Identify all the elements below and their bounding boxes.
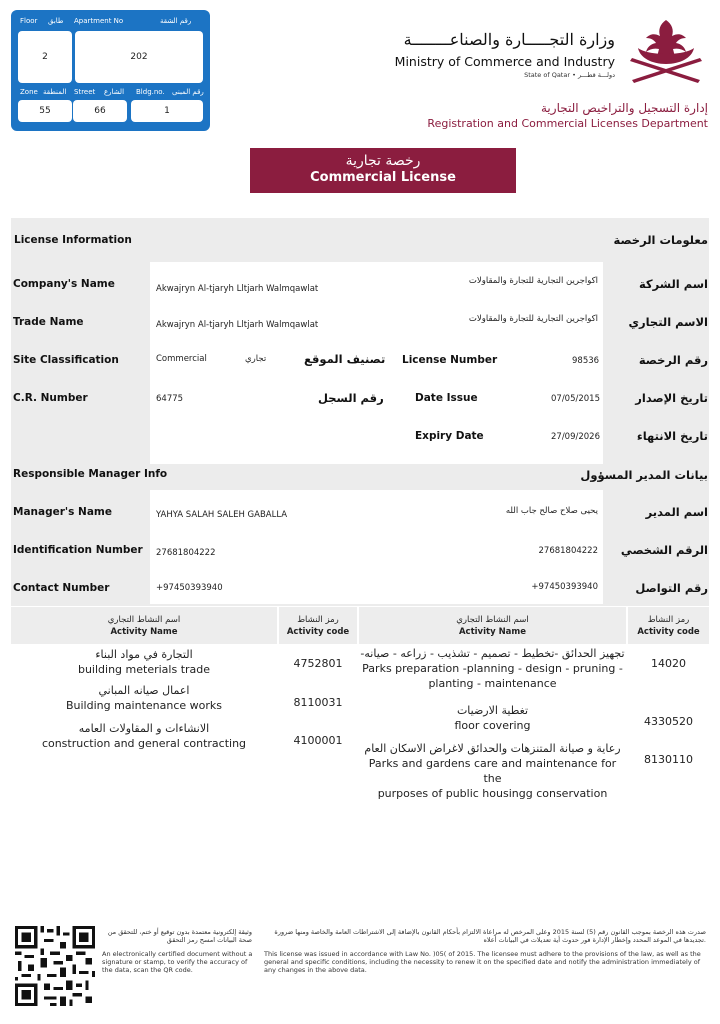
license-number-label: License Number (402, 354, 498, 366)
expiry-date-label-ar: تاريخ الانتهاء (636, 429, 708, 443)
footer-qr-note-ar: وثيقة إلكترونية معتمدة بدون توقيع أو ختم، للتحقق من صحة البيانات امسح رمز التحقق (107, 928, 252, 944)
trade-name-value-ar: اكواجرين التجارية للتجارة والمقاولات (468, 314, 598, 324)
title-en: Commercial License (310, 170, 456, 185)
cr-number-value: 64775 (156, 394, 184, 404)
floor-label: Floor (20, 17, 38, 25)
activity-code: 4330520 (644, 715, 693, 728)
activity-row (359, 646, 626, 691)
site-classification-label: Site Classification (13, 354, 119, 366)
footer-legal-note-en: This license was issued in accordance with Law No. )05( of 2015. The licensee must adhere to the provisions of the law, as well as the general and specific conditions, including the necessity to renew it on the specified date and notify the administration immediately of any changes in the above data. (264, 950, 701, 974)
activity-name-en-cont: planting - maintenance (428, 677, 557, 690)
site-classification-value-ar: تجاري (245, 354, 267, 364)
activity-code: 8130110 (644, 753, 693, 766)
identification-number-value-ar: 27681804222 (538, 546, 598, 556)
license-number-label-ar: رقم الرخصة (638, 353, 708, 367)
activity-code: 14020 (651, 657, 686, 670)
activity-name-header-left (11, 614, 277, 638)
expiry-date-value: 27/09/2026 (551, 432, 600, 442)
activity-name-ar: اعمال صيانه المباني (98, 684, 190, 697)
date-issue-label-ar: تاريخ الإصدار (635, 391, 708, 405)
activity-row (11, 683, 277, 713)
license-info-heading-ar: معلومات الرخصة (613, 233, 708, 247)
activity-name-header-ar: اسم النشاط التجاري (107, 615, 181, 625)
license-number-value: 98536 (572, 356, 600, 366)
activity-code: 4100001 (293, 734, 343, 747)
activity-name-en: Parks and gardens care and maintenance for the (368, 757, 617, 785)
expiry-date-label: Expiry Date (415, 430, 484, 442)
activity-row (359, 703, 626, 733)
street-label: Street (74, 88, 96, 96)
company-name-label-ar: اسم الشركة (638, 277, 708, 291)
contact-number-label-ar: رقم التواصل (635, 581, 708, 595)
apartment-value: 202 (75, 31, 203, 83)
activity-name-en-cont: purposes of public housingg conservation (377, 787, 608, 800)
footer-legal-note-ar: صدرت هذه الرخصة بموجب القانون رقم (5) لسنة 2015 وعلى المرخص له مراعاة الالتزام بأحكام القانون بالإضافة إلى الاشتراطات العامة والخاصة ومنها ضرورة تجديدها في الموعد المحدد وإخطار الإدارة فور حدوث أية تعديلات في البيانات أعلاه. (274, 928, 706, 944)
manager-info-heading: Responsible Manager Info (13, 468, 168, 480)
activity-row (11, 721, 277, 751)
site-classification-value: Commercial (156, 354, 207, 364)
building-label-ar: رقم المبنى (172, 88, 204, 96)
manager-name-value-ar: يحيى صلاح صالح جاب الله (505, 506, 598, 516)
activity-code: 8110031 (293, 696, 343, 709)
activity-name-en: floor covering (454, 719, 531, 732)
activity-name-en: building meterials trade (77, 663, 211, 676)
zone-label-ar: المنطقة (43, 88, 67, 96)
zone-value: 55 (18, 100, 72, 122)
ministry-name-en: Ministry of Commerce and Industry (394, 54, 615, 69)
building-label: Bldg.no. (136, 88, 165, 96)
footer-qr-note-en: An electronically certified document without a signature or stamp, to verify the accuracy of the data, scan the QR code. (102, 950, 253, 974)
activity-name-ar: -تجهيز الحدائق -تخطيط - تصميم - تشذيب - زراعه - صيانه (360, 647, 625, 660)
date-issue-label: Date Issue (415, 392, 478, 404)
activity-code-header-en: Activity code (286, 627, 350, 637)
activity-name-ar: تغطية الارضيات (456, 704, 529, 717)
activity-name-ar: الانشاءات و المقاولات العامه (78, 722, 210, 735)
company-name-label: Company's Name (13, 278, 115, 290)
contact-number-value: +97450393940 (156, 583, 223, 593)
street-value: 66 (73, 100, 127, 122)
floor-value: 2 (18, 31, 72, 83)
activity-code-header-en: Activity code (637, 627, 700, 637)
identification-number-label: Identification Number (13, 544, 143, 556)
trade-name-label-ar: الاسم التجاري (628, 315, 708, 329)
street-label-ar: الشارع (104, 88, 125, 96)
company-name-value: Akwajryn Al-tjaryh Lltjarh Walmqawlat (156, 284, 319, 294)
activity-name-ar: التجارة في مواد البناء (95, 648, 193, 661)
activity-code-header-left (279, 614, 357, 638)
manager-name-value: YAHYA SALAH SALEH GABALLA (156, 510, 288, 520)
identification-number-label-ar: الرقم الشخصي (620, 543, 708, 557)
apartment-label: Apartment No (74, 17, 124, 25)
qatar-emblem-icon (626, 14, 706, 84)
activity-name-ar: رعاية و صيانة المتنزهات والحدائق لاغراض الاسكان العام (364, 742, 621, 755)
activity-name-en: Parks preparation -planning - design - pruning - (362, 662, 623, 675)
contact-number-label: Contact Number (13, 582, 110, 594)
floor-label-ar: طابق (48, 17, 64, 25)
date-issue-value: 07/05/2015 (551, 394, 600, 404)
activity-name-header-en: Activity Name (458, 627, 527, 637)
department-name-en: Registration and Commercial Licenses Department (427, 117, 708, 130)
activity-name-en: construction and general contracting (41, 737, 247, 750)
verification-qr-code[interactable] (15, 926, 95, 1006)
site-classification-label-ar: تصنيف الموقع (304, 352, 386, 366)
identification-number-value: 27681804222 (156, 548, 216, 558)
cr-number-label-ar: رقم السجل (318, 391, 384, 405)
title-ar: رخصة تجارية (345, 153, 421, 169)
department-name-ar: إدارة التسجيل والتراخيص التجارية (541, 101, 708, 115)
state-label: State of Qatar • دولـــة قطـــر (524, 71, 615, 79)
address-plate (11, 10, 210, 131)
trade-name-label: Trade Name (13, 316, 84, 328)
document-title (250, 148, 516, 193)
license-info-heading: License Information (14, 234, 132, 246)
cr-number-label: C.R. Number (13, 392, 88, 404)
activity-name-header-right (359, 614, 626, 638)
company-name-value-ar: اكواجرين التجارية للتجارة والمقاولات (468, 276, 598, 286)
activity-code-header-ar: رمز النشاط (297, 615, 339, 625)
activity-name-header-en: Activity Name (110, 627, 178, 637)
activity-code: 4752801 (293, 657, 343, 670)
apartment-label-ar: رقم الشقة (160, 17, 192, 25)
manager-info-heading-ar: بيانات المدير المسؤول (580, 468, 708, 482)
building-value: 1 (131, 100, 203, 122)
activity-code-header-ar: رمز النشاط (647, 615, 690, 625)
activity-row (359, 741, 626, 801)
activity-name-en: Building maintenance works (65, 699, 223, 712)
activity-code-header-right (628, 614, 709, 638)
contact-number-value-ar: +97450393940 (531, 582, 598, 592)
activity-row (11, 647, 277, 677)
ministry-name-ar: وزارة التجـــــارة والصناعــــــــة (403, 30, 615, 49)
zone-label: Zone (20, 88, 38, 96)
manager-name-label: Manager's Name (13, 506, 112, 518)
manager-name-label-ar: اسم المدير (645, 505, 708, 519)
activity-name-header-ar: اسم النشاط التجاري (456, 615, 529, 625)
trade-name-value: Akwajryn Al-tjaryh Lltjarh Walmqawlat (156, 320, 319, 330)
